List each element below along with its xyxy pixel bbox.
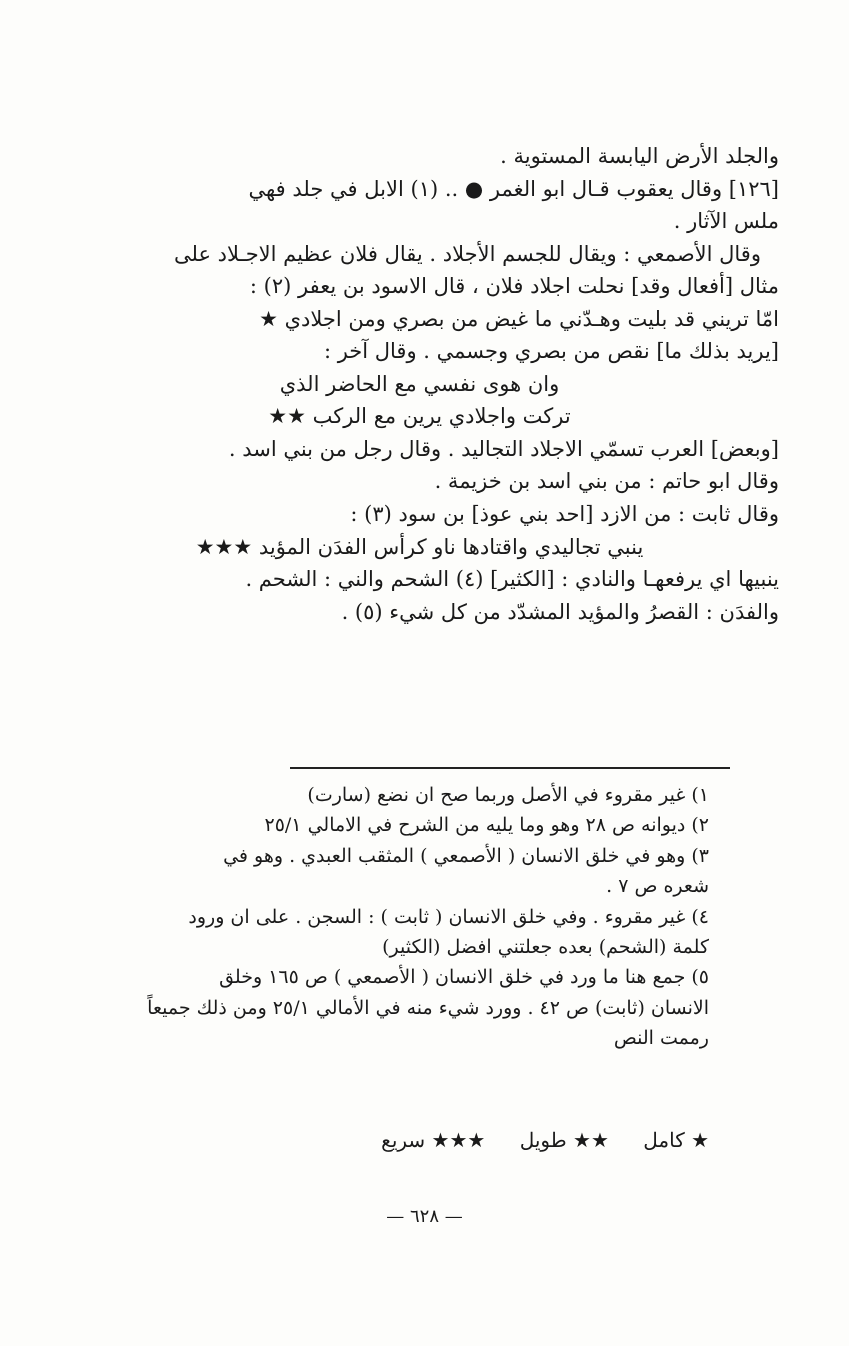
page-number: — ٦٢٨ —: [386, 1206, 463, 1227]
meter-legend: [230, 1128, 709, 1152]
main-text: [60, 140, 779, 628]
footnote-continuation: كلمة (الشحم) بعده جعلتني افضل (الكثير): [382, 935, 709, 958]
text-line: ينبيها اي يرفعهـا والنادي : [الكثير] (٤) الشحم والني : الشحم .: [245, 567, 779, 592]
meter-tawil: ★★ طويل: [519, 1128, 609, 1152]
text-line: وقال ثابت : من الازد [احد بني عوذ] بن سود (٣) :: [350, 502, 779, 527]
footnote-continuation: الانسان (ثابت) ص ٤٢ . وورد شيء منه في الأمالي ٢٥/١ ومن ذلك جميعاً: [147, 996, 709, 1019]
text-line: [وبعض] العرب تسمّي الاجلاد التجاليد . وقال رجل من بني اسد .: [228, 436, 779, 461]
text-line: والجلد الأرض اليابسة المستوية .: [500, 144, 779, 168]
text-line: وقال ابو حاتم : من بني اسد بن خزيمة .: [434, 469, 779, 494]
footnote: ٤) غير مقروء . وفي خلق الانسان ( ثابت ) : السجن . على ان ورود: [188, 905, 709, 928]
verse-line: امّا تريني قد بليت وهـدّني ما غيض من بصري ومن اجلادي ★: [259, 306, 779, 331]
footnote-continuation: شعره ص ٧ .: [606, 875, 709, 898]
text-line: [١٢٦] وقال يعقوب قـال ابو الغمر ● .. (١) الابل في جلد فهي: [248, 176, 779, 201]
footnote: ٢) ديوانه ص ٢٨ وهو وما يليه من الشرح في الامالي ٢٥/١: [264, 814, 709, 837]
footnote-continuation: رممت النص: [613, 1027, 709, 1050]
footnote: ١) غير مقروء في الأصل وربما صح ان نضع (سارت): [307, 784, 709, 806]
text-line: مثال [أفعال وقد] نحلت اجلاد فلان ، قال الاسود بن يعفر (٢) :: [249, 274, 779, 299]
verse-line: وان هوى نفسي مع الحاضر الذي: [279, 371, 560, 396]
footnote: ٣) وهو في خلق الانسان ( الأصمعي ) المثقب العبدي . وهو في: [223, 844, 709, 867]
text-line: وقال الأصمعي : ويقال للجسم الأجلاد . يقال فلان عظيم الاجـلاد على: [174, 241, 761, 266]
text-line: [يريد بذلك ما] نقص من بصري وجسمي . وقال آخر :: [323, 339, 779, 364]
meter-sari: ★★★ سريع: [381, 1128, 486, 1152]
footnote-separator: [290, 767, 730, 769]
meter-kamil: ★ كامل: [643, 1128, 709, 1152]
footnote: ٥) جمع هنا ما ورد في خلق الانسان ( الأصمعي ) ص ١٦٥ وخلق: [219, 966, 709, 989]
verse-line: ينبي تجاليدي واقتادها ناو كرأس الفدَن المؤيد ★★★: [195, 534, 644, 559]
verse-line: تركت واجلادي يرين مع الركب ★★: [268, 404, 571, 429]
footnotes: [60, 780, 709, 1054]
text-line: والفدَن : القصرُ والمؤيد المشدّد من كل شيء (٥) .: [341, 599, 779, 624]
text-line: ملس الآثار .: [673, 209, 779, 234]
